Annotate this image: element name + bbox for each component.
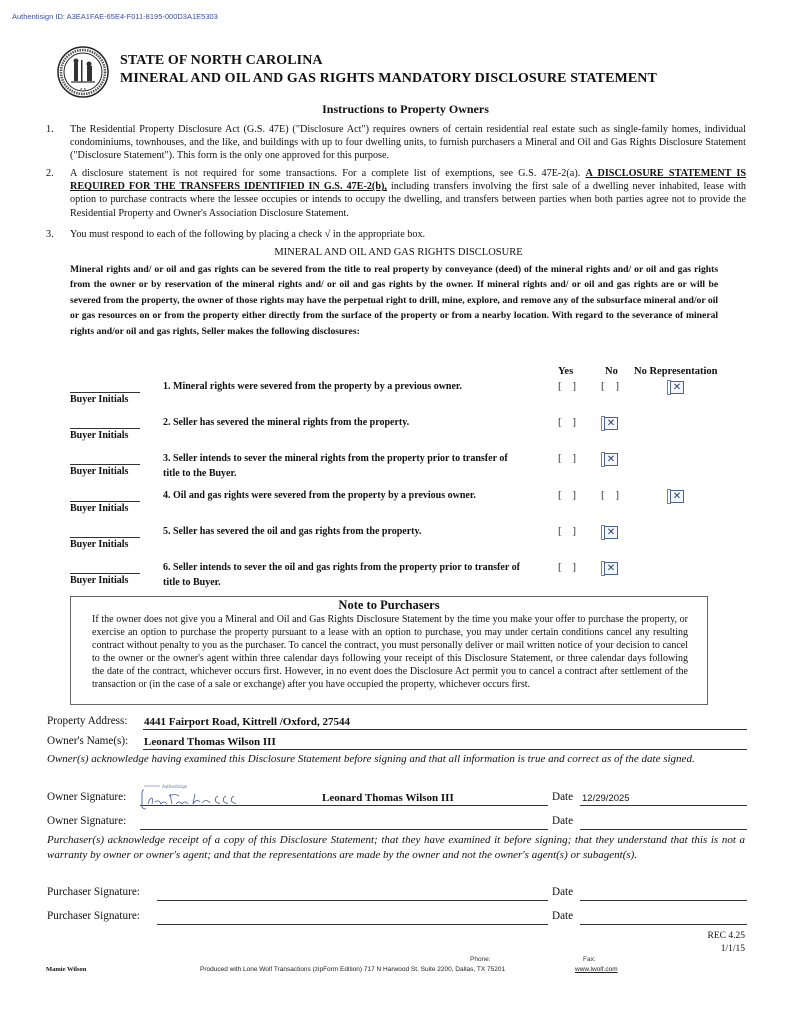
property-address-line bbox=[143, 729, 747, 730]
column-no: No bbox=[605, 366, 618, 377]
date-label: Date bbox=[552, 910, 574, 922]
yes-checkbox[interactable]: [ ] bbox=[558, 525, 581, 537]
owner-acknowledgement: Owner(s) acknowledge having examined this Disclosure Statement before signing and that all information is true and correct as of the date signed. bbox=[47, 753, 695, 765]
svg-text:★ ★: ★ ★ bbox=[79, 87, 87, 91]
state-title: STATE OF NORTH CAROLINA bbox=[120, 53, 323, 68]
owner-signature-date[interactable]: 12/29/2025 bbox=[582, 793, 630, 804]
checkmark-x-icon: ✕ bbox=[604, 453, 618, 466]
purchaser-signature-row-2 bbox=[47, 910, 747, 926]
owner-signature-label: Owner Signature: bbox=[47, 791, 127, 803]
checkmark-x-icon: ✕ bbox=[670, 381, 684, 394]
buyer-initials-field[interactable] bbox=[70, 464, 140, 465]
form-date: 1/1/15 bbox=[720, 944, 745, 954]
purchaser-signature-field[interactable] bbox=[157, 924, 548, 925]
checkmark-x-icon: ✕ bbox=[670, 490, 684, 503]
footer-link[interactable]: www.lwolf.com bbox=[575, 966, 618, 973]
form-id bbox=[708, 930, 745, 956]
date-label: Date bbox=[552, 886, 574, 898]
question-text: 1. Mineral rights were severed from the property by a previous owner. bbox=[163, 381, 462, 392]
buyer-initials-field[interactable] bbox=[70, 428, 140, 429]
column-yes: Yes bbox=[558, 366, 574, 377]
question-text: 5. Seller has severed the oil and gas rights from the property. bbox=[163, 526, 422, 537]
buyer-initials-label: Buyer Initials bbox=[70, 466, 129, 477]
owner-names-field[interactable]: Leonard Thomas Wilson III bbox=[144, 736, 276, 748]
no-checkbox[interactable]: [ ] bbox=[601, 489, 624, 501]
date-field[interactable] bbox=[580, 829, 747, 830]
instruction-item-1: 1. The Residential Property Disclosure Act (G.S. 47E) ("Disclosure Act") requires owners of certain residential real estate such as single-family homes, individual condominiums, townhouses, and the like, and buildings with up to four dwelling units, to furnish purchasers a Mineral and Oil and Gas Rights Disclosure Statement ("Disclosure Statement"). This form is the only one approved for this purpose. bbox=[46, 124, 746, 162]
buyer-initials-field[interactable] bbox=[70, 392, 140, 393]
date-label: Date bbox=[552, 791, 574, 803]
buyer-initials-field[interactable] bbox=[70, 573, 140, 574]
instructions-heading: Instructions to Property Owners bbox=[322, 102, 489, 116]
property-address-row bbox=[47, 715, 747, 731]
no-checkbox[interactable] bbox=[601, 561, 619, 576]
note-text: If the owner does not give you a Mineral and Oil and Gas Rights Disclosure Statement by the time you make your offer to purchase the property, or exercise an option to purchase the property pursuant to a lease with an option to purchase, you may under certain conditions cancel any resulting contract without penalty to you as the purchaser. To cancel the contract, you must personally deliver or mail written notice of your decision to cancel to the owner or the owner's agent within three calendar days following your receipt of this Disclosure Statement, or three calendar days following the date of the contract, whichever occurs first. However, in no event does the Disclosure Act permit you to cancel a contract after settlement of the transaction or (in the case of a sale or exchange) after you have occupied the property, whichever occurs first. bbox=[92, 614, 688, 690]
yes-checkbox[interactable]: [ ] bbox=[558, 489, 581, 501]
checkmark-x-icon: ✕ bbox=[604, 417, 618, 430]
owner-printed-name: Leonard Thomas Wilson III bbox=[322, 792, 454, 804]
date-label: Date bbox=[552, 815, 574, 827]
yes-checkbox[interactable]: [ ] bbox=[558, 561, 581, 573]
form-code: REC 4.25 bbox=[707, 931, 745, 941]
owner-names-label: Owner's Name(s): bbox=[47, 735, 129, 747]
no-checkbox[interactable]: [ ] bbox=[601, 380, 624, 392]
owner-names-row bbox=[47, 735, 747, 751]
no-representation-checkbox[interactable] bbox=[667, 380, 685, 395]
buyer-initials-field[interactable] bbox=[70, 537, 140, 538]
footer-phone-label: Phone: bbox=[470, 956, 491, 963]
buyer-initials-label: Buyer Initials bbox=[70, 575, 129, 586]
checkmark-x-icon: ✕ bbox=[604, 562, 618, 575]
footer-fax-label: Fax: bbox=[583, 956, 596, 963]
owner-signature-row-2 bbox=[47, 815, 747, 831]
no-checkbox[interactable] bbox=[601, 416, 619, 431]
purchaser-signature-label: Purchaser Signature: bbox=[47, 886, 140, 898]
yes-checkbox[interactable]: [ ] bbox=[558, 416, 581, 428]
disclosure-heading: MINERAL AND OIL AND GAS RIGHTS DISCLOSURE bbox=[274, 247, 523, 258]
buyer-initials-label: Buyer Initials bbox=[70, 539, 129, 550]
footer-agent-name: Mamie Wilson bbox=[46, 966, 87, 973]
document-title: MINERAL AND OIL AND GAS RIGHTS MANDATORY DISCLOSURE STATEMENT bbox=[120, 71, 657, 86]
footer-produced-by: Produced with Lone Wolf Transactions (zipForm Edition) 717 N Harwood St, Suite 2200, Dallas, TX 75201 bbox=[200, 966, 506, 973]
question-text: 6. Seller intends to sever the oil and gas rights from the property prior to transfer of title to Buyer. bbox=[163, 562, 520, 588]
buyer-initials-field[interactable] bbox=[70, 501, 140, 502]
instruction-item-2: 2. A disclosure statement is not required for some transactions. For a complete list of exemptions, see G.S. 47E-2(a). A DISCLOSURE STATEMENT IS REQUIRED FOR THE TRANSFERS IDENTIFIED IN G.S. 47E-2(b), including transfers involving the first sale of a dwelling never inhabited, lease with option to purchase contracts where the lessee occupies or intends to occupy the dwelling, and transfers between parties when both parties agree not to provide the Residential Property and Owner's Association Disclosure Statement. bbox=[46, 168, 747, 219]
purchaser-acknowledgement: Purchaser(s) acknowledge receipt of a copy of this Disclosure Statement; that they have examined it before signing; that they understand that this is not a warranty by owner or owner's agent; and that the representations are made by the owner and not the owner's agent(s) or subagent(s). bbox=[47, 834, 745, 861]
authentisign-id: Authentisign ID: A3EA1FAE-65E4-F011-8195-000D3A1E5303 bbox=[12, 12, 218, 21]
owner-signature-field[interactable] bbox=[140, 829, 548, 830]
property-address-field[interactable]: 4441 Fairport Road, Kittrell /Oxford, 27544 bbox=[144, 716, 351, 728]
no-checkbox[interactable] bbox=[601, 452, 619, 467]
column-no-representation: No Representation bbox=[634, 366, 718, 377]
purchaser-signature-label: Purchaser Signature: bbox=[47, 910, 140, 922]
buyer-initials-label: Buyer Initials bbox=[70, 394, 129, 405]
question-text: 2. Seller has severed the mineral rights from the property. bbox=[163, 417, 410, 428]
no-checkbox[interactable] bbox=[601, 525, 619, 540]
owner-signature-label: Owner Signature: bbox=[47, 815, 127, 827]
state-seal-icon bbox=[57, 46, 109, 98]
checkmark-x-icon: ✕ bbox=[604, 526, 618, 539]
instruction-item-3: 3. You must respond to each of the following by placing a check √ in the appropriate box. bbox=[46, 229, 426, 240]
date-field[interactable] bbox=[580, 900, 747, 901]
owner-names-line bbox=[143, 749, 747, 750]
no-representation-checkbox[interactable] bbox=[667, 489, 685, 504]
yes-checkbox[interactable]: [ ] bbox=[558, 452, 581, 464]
yes-checkbox[interactable]: [ ] bbox=[558, 380, 581, 392]
buyer-initials-label: Buyer Initials bbox=[70, 503, 129, 514]
date-line bbox=[580, 805, 747, 806]
svg-text:Authentisign: Authentisign bbox=[162, 784, 188, 789]
purchaser-signature-field[interactable] bbox=[157, 900, 548, 901]
property-address-label: Property Address: bbox=[47, 715, 128, 727]
question-text: 4. Oil and gas rights were severed from the property by a previous owner. bbox=[163, 490, 476, 501]
buyer-initials-label: Buyer Initials bbox=[70, 430, 129, 441]
owner-signature-field[interactable] bbox=[140, 782, 252, 810]
disclosure-paragraph: Mineral rights and/ or oil and gas rights can be severed from the title to real property by conveyance (deed) of the mineral rights and/ or oil and gas rights from the owner or by reservation of the mineral rights and/ or oil and gas rights by the owner. If mineral rights and/ or oil and gas rights are or will be severed from the property, the owner of those rights may have the perpetual right to drill, mine, explore, and remove any of the subsurface mineral and/or oil or gas resources on or from the property either directly from the surface of the property or from a nearby location. With regard to the severance of mineral rights and/or oil and gas rights, Seller makes the following disclosures: bbox=[70, 264, 719, 337]
note-title: Note to Purchasers bbox=[338, 598, 440, 612]
required-transfers-notice: A DISCLOSURE STATEMENT IS REQUIRED FOR THE TRANSFERS IDENTIFIED IN G.S. 47E-2(b), bbox=[70, 168, 747, 193]
purchaser-signature-row-1 bbox=[47, 886, 747, 902]
question-text: 3. Seller intends to sever the mineral rights from the property prior to transfer of title to the Buyer. bbox=[163, 453, 508, 479]
date-field[interactable] bbox=[580, 924, 747, 925]
